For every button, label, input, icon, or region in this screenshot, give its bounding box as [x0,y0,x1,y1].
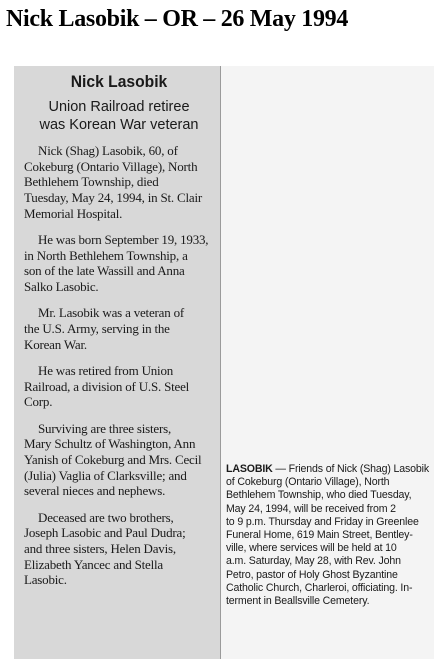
obituary-paragraph: Nick (Shag) Lasobik, 60, of Cokeburg (Ontario Village), North Bethlehem Township, died Tuesday, May 24, 1994, in St. Clair Memorial Hospital. [24,143,203,221]
page-title: Nick Lasobik – OR – 26 May 1994 [6,6,349,32]
newspaper-clipping [14,66,434,659]
obituary-paragraph: He was retired from Union Railroad, a division of U.S. Steel Corp. [24,362,190,410]
obituary-paragraph: He was born September 19, 1933, in North Bethlehem Township, a son of the late Wassill and Anna Salko Lasobic. [24,232,209,295]
funeral-notice-text: — Friends of Nick (Shag) Lasobik of Cokeburg (Ontario Village), North Bethlehem Township, who died Tuesday, May 24, 1994, will be received from 2 to 9 p.m. Thursday and Friday in Greenlee Funeral Home, 619 Main Street, Bentley- ville, where services will be held at 10 a.m. Saturday, May 28, with Rev. John Petro, pastor of Holy Ghost Byzantine Catholic Church, Charleroi, officiating. In- terment in Beallsville Cemetery. [226,463,429,608]
obituary-subheadline: Union Railroad retiree was Korean War veteran [39,99,199,133]
obituary-column [14,66,220,659]
obituary-paragraph: Deceased are two brothers, Joseph Lasobic and Paul Dudra; and three sisters, Helen Davis, Elizabeth Yancec and Stella Lasobic. [24,509,186,588]
funeral-notice [226,463,430,608]
obituary-paragraph: Mr. Lasobik was a veteran of the U.S. Army, serving in the Korean War. [24,305,185,352]
obituary-headline: Nick Lasobik [70,72,168,91]
funeral-notice-column [221,66,434,659]
funeral-notice-surname: LASOBIK [226,463,273,475]
obituary-paragraph: Surviving are three sisters, Mary Schultz of Washington, Ann Yanish of Cokeburg and Mrs. Cecil (Julia) Vaglia of Clarksville; and several nieces and nephews. [24,420,202,499]
